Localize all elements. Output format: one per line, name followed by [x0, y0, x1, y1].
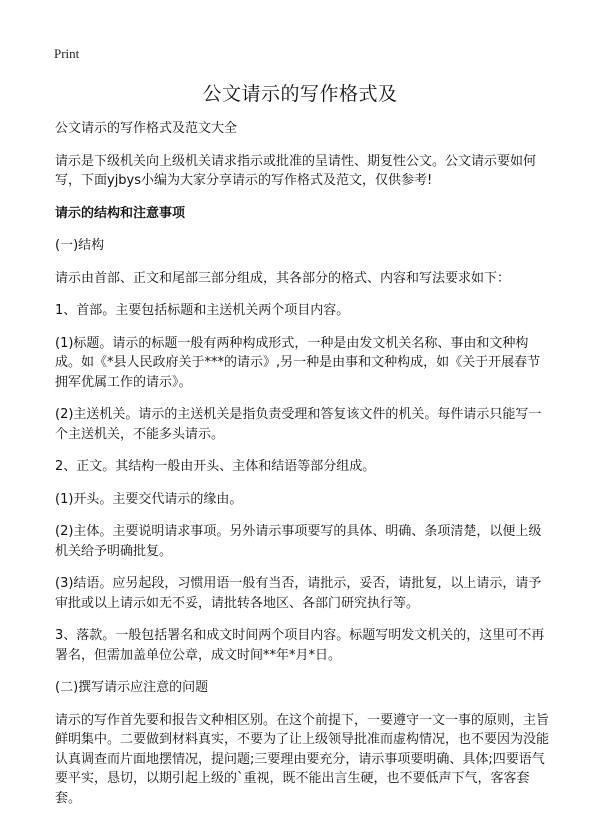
subheading-structure: (一)结构 — [55, 238, 105, 253]
document-subtitle: 公文请示的写作格式及范文大全 — [55, 121, 238, 136]
document-title: 公文请示的写作格式及 — [202, 83, 398, 105]
paragraph: (1)标题。请示的标题一般有两种构成形式，一种是由发文机关名称、事由和文种构成。如《*县人民政府关于***的请示》,另一种是由事和文种构成，如《关于开展春节拥军优属工作的请示》。 — [55, 335, 541, 390]
paragraph: (1)开头。主要交代请示的缘由。 — [55, 491, 243, 507]
paragraph: 3、落款。一般包括署名和成文时间两个项目内容。标题写明发文机关的，这里可不再署名，但需加盖单位公章，成文时间**年*月*日。 — [55, 628, 545, 663]
paragraph: (2)主送机关。请示的主送机关是指负责受理和答复该文件的机关。每件请示只能写一个主送机关，不能多头请示。 — [55, 407, 542, 442]
paragraph: 1、首部。主要包括标题和主送机关两个项目内容。 — [55, 303, 350, 318]
paragraph: (3)结语。应另起段，习惯用语一般有当否，请批示，妥否，请批复，以上请示，请予审批或以上请示如无不妥，请批转各地区、各部门研究执行等。 — [55, 576, 542, 611]
paragraph: 2、正文。其结构一般由开头、主体和结语等部分组成。 — [55, 459, 376, 474]
paragraph: 请示的写作首先要和报告文种相区别。在这个前提下，一要遵守一文一事的原则，主旨鲜明集中。二要做到材料真实，不要为了让上级领导批准而虚构情况，也不要因为没能认真调查而片面地摆情况，提问题;三要理由要充分，请示事项要明确、具体;四要语气要平实，恳切，以期引起上级的`重视，既不能出言生硬，也不要低声下气，客客套套。 — [55, 712, 550, 806]
print-link[interactable]: Print — [54, 46, 80, 61]
intro-paragraph: 请示是下级机关向上级机关请求指示或批准的呈请性、期复性公文。公文请示要如何写，下面yjbys小编为大家分享请示的写作格式及范文，仅供参考! — [55, 153, 537, 188]
paragraph: (2)主体。主要说明请求事项。另外请示事项要写的具体、明确、条项清楚，以便上级机关给予明确批复。 — [55, 524, 542, 559]
subheading-notes: (二)撰写请示应注意的问题 — [55, 680, 209, 695]
paragraph: 请示由首部、正文和尾部三部分组成，其各部分的格式、内容和写法要求如下： — [55, 270, 511, 286]
document-body — [55, 119, 550, 808]
section-heading: 请示的结构和注意事项 — [55, 205, 186, 221]
